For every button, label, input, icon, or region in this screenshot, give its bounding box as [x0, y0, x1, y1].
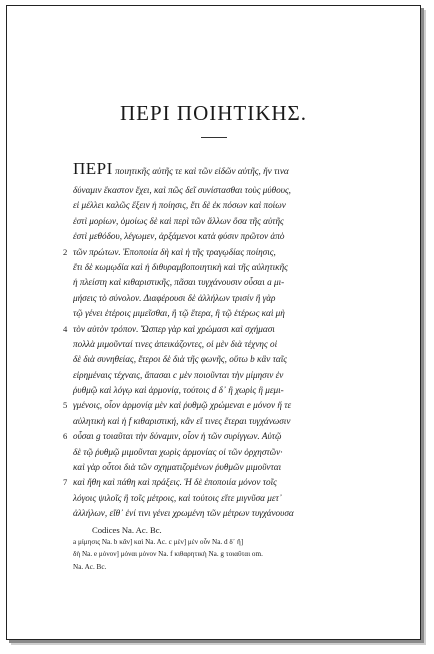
footnote-line: δὴ Na. e μόνον] μόναι μόνον Na. f κιθαρητικὴ Na. g τοιαῦται om.: [73, 550, 263, 559]
line-text: ἐστὶ μορίων, ὁμοίως δὲ καὶ περὶ τῶν ἄλλων ὅσα τῆς αὐτῆς: [73, 215, 284, 226]
footnotes-heading: Codices Na. Ac. Bc.: [92, 525, 162, 535]
section-number: 4: [63, 323, 68, 334]
line-text: λόγοις ψιλοῖς ἢ τοῖς μέτροις, καὶ τούτοις εἴτε μιγνῦσα μετ᾽: [73, 492, 282, 503]
line-text: ἡ πλείστη καὶ κιθαριστικῆς, πᾶσαι τυγχάνουσιν οὖσαι a μι-: [73, 277, 285, 288]
text-line: [63, 429, 363, 444]
text-line: [73, 306, 363, 321]
text-line: [73, 291, 363, 306]
text-line: [63, 475, 363, 490]
section-number: 6: [63, 431, 68, 442]
footnote-line: Na. Ac. Bc.: [73, 562, 107, 571]
opening-word: ΠΕΡΙ: [73, 159, 113, 178]
text-line: [73, 383, 363, 398]
line-text: ἀλλήλων, εἴθ᾽ ἑνί τινι γένει χρωμένη τῶν μέτρων τυγχάνουσα: [73, 508, 294, 519]
text-line: [73, 183, 363, 198]
footnotes: [73, 524, 373, 573]
text-line: [73, 260, 363, 275]
page-title: ΠΕΡΙ ΠΟΙΗΤΙΚΗΣ.: [119, 101, 308, 125]
line-text: καὶ γὰρ οὗτοι διὰ τῶν σχηματιζομένων ῥυθμῶν μιμοῦνται: [73, 462, 282, 473]
line-text: πολλὰ μιμοῦνταί τινες ἀπεικάζοντες, οἱ μὲν διὰ τέχνης οἱ: [73, 338, 278, 349]
text-line: [63, 322, 363, 337]
text-line: [73, 275, 363, 290]
text-line: [73, 198, 363, 213]
text-line: [63, 245, 363, 260]
section-number: 2: [63, 246, 68, 257]
title-rule: [201, 137, 227, 138]
text-line: [63, 398, 363, 413]
line-text: δὲ τῷ ῥυθμῷ μιμοῦνται χωρὶς ἁρμονίας οἱ τῶν ὀρχηστῶν·: [73, 446, 283, 457]
text-line: [73, 352, 363, 367]
line-text: τῷ γένει ἑτέροις μιμεῖσθαι, ἢ τῷ ἕτερα, ἢ τῷ ἑτέρως καὶ μὴ: [73, 308, 285, 319]
text-line: [73, 506, 363, 521]
text-line: [73, 414, 363, 429]
line-text: εἰρημέναις τέχναις, ἅπασαι c μὲν ποιοῦνται τὴν μίμησιν ἐν: [73, 369, 284, 380]
text-line: [73, 229, 363, 244]
line-text: δύναμιν ἕκαστον ἔχει, καὶ πῶς δεῖ συνίστασθαι τοὺς μύθους,: [73, 185, 291, 195]
line-text: αὐλητικὴ καὶ ἡ f κιθαριστική, κἂν εἴ τινες ἕτεραι τυγχάνωσιν: [73, 415, 291, 426]
section-number: 5: [63, 400, 68, 411]
line-text: γμένοις, οἷον ἁρμονίᾳ μὲν καὶ ῥυθμῷ χρώμεναι e μόνον ἥ τε: [73, 400, 292, 411]
text-line: [73, 214, 363, 229]
line-text: ῥυθμῷ καὶ λόγῳ καὶ ἁρμονίᾳ, τούτοις d δ᾽ ἢ χωρὶς ἢ μεμι-: [73, 385, 284, 396]
line-text: ποιητικῆς αὐτῆς τε καὶ τῶν εἰδῶν αὐτῆς, ἥν τινα: [112, 166, 289, 176]
line-text: οὖσαι g τοιαῦται τὴν δύναμιν, οἷον ἡ τῶν συρίγγων. Αὐτῷ: [73, 431, 282, 442]
text-line: [73, 337, 363, 352]
text-line: [73, 460, 363, 475]
line-text: δὲ διὰ συνηθείας, ἕτεροι δὲ διὰ τῆς φωνῆς, οὕτω b κἂν ταῖς: [73, 354, 288, 365]
line-text: καὶ ἤθη καὶ πάθη καὶ πράξεις. Ἡ δὲ ἐποποιία μόνον τοῖς: [73, 477, 277, 488]
line-text: εἰ μέλλει καλῶς ἕξειν ἡ ποίησις, ἔτι δὲ ἐκ πόσων καὶ ποίων: [73, 200, 286, 211]
line-text: τῶν πρώτων. Ἐποποιία δὴ καὶ ἡ τῆς τραγῳδίας ποίησις,: [73, 246, 276, 257]
line-text: μήσεις τὸ σύνολον. Διαφέρουσι δὲ ἀλλήλων τρισίν ἢ γὰρ: [73, 292, 276, 303]
book-page: [6, 5, 421, 640]
text-line: [73, 368, 363, 383]
footnote-line: a μίμησις Na. b κἂν] καὶ Na. Ac. c μὲν] μὲν οὖν Na. d δ᾽ ἢ]: [73, 538, 244, 547]
text-line: [73, 491, 363, 506]
section-number: 7: [63, 477, 68, 488]
line-text: ἐστὶ μεθόδου, λέγωμεν, ἀρξάμενοι κατὰ φύσιν πρῶτον ἀπὸ: [73, 231, 285, 242]
text-line: [73, 161, 363, 183]
text-line: [73, 445, 363, 460]
line-text: ἔτι δὲ κωμῳδία καὶ ἡ διθυραμβοποιητικὴ καὶ τῆς αὐλητικῆς: [73, 261, 288, 272]
line-text: τὸν αὐτὸν τρόπον. Ὥσπερ γὰρ καὶ χρώμασι καὶ σχήμασι: [73, 323, 275, 334]
body-text: [63, 159, 363, 522]
